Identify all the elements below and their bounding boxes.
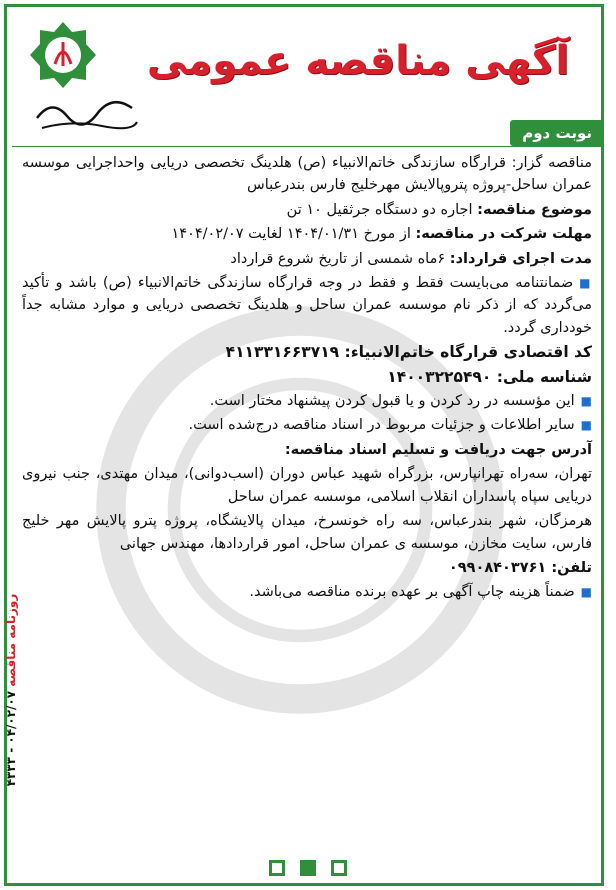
address-hormozgan: هرمزگان، شهر بندرعباس، سه راه خونسرخ، میدان پالایشگاه، پروژه پترو پالایش مهر خلیج فارس، سایت مخازن، موسسه ی عمران ساحل، امور قراردادها، مهندس جهانی <box>22 513 592 552</box>
guarantee-text: ضمانتنامه می‌بایست فقط و فقط در وجه قرارگاه سازندگی خاتم‌الانبیاء (ص) باشد و تأکید می‌گردد که از ذکر نام موسسه عمران ساحل و هلدینگ تخصصی دریایی و موارد مشابه جداً خودداری گردد. <box>22 275 592 336</box>
national-id-line <box>22 366 592 388</box>
cost-note-text: ضمناً هزینه چاپ آگهی بر عهده برنده مناقصه می‌باشد. <box>249 584 575 601</box>
subject-label: موضوع مناقصه: <box>477 201 592 218</box>
phone-line <box>22 557 592 579</box>
econ-code-label: کد اقتصادی قرارگاه خاتم‌الانبیاء: <box>344 343 592 362</box>
notice-body <box>22 152 592 606</box>
footer-decoration <box>0 860 616 880</box>
bullet-icon: ■ <box>580 418 592 433</box>
iran-emblem-icon <box>28 20 98 90</box>
econ-code-value: ۴۱۱۳۳۱۶۶۳۷۱۹ <box>225 343 340 362</box>
divider <box>12 146 604 147</box>
phone-label: تلفن: <box>551 559 592 576</box>
newspaper-brand: روزنامه مناقصه <box>4 593 18 687</box>
round-badge: نوبت دوم <box>510 120 604 146</box>
duration-value: ۶ماه شمسی از تاریخ شروع قرارداد <box>230 250 446 267</box>
square-icon <box>269 860 285 876</box>
subject-line <box>22 199 592 221</box>
square-icon <box>300 860 316 876</box>
address-title: آدرس جهت دریافت و تسلیم اسناد مناقصه: <box>284 441 592 458</box>
side-label-text <box>4 520 26 860</box>
guarantee-paragraph <box>22 272 592 339</box>
duration-label: مدت اجرای قرارداد: <box>449 250 592 267</box>
organizer-paragraph: مناقصه گزار: قرارگاه سازندگی خاتم‌الانبیاء (ص) هلدینگ تخصصی دریایی واحداجرایی موسسه عمران ساحل-پروژه پتروپالایش مهرخلیج فارس بندرعباس <box>22 155 592 194</box>
note-1 <box>22 390 592 412</box>
address-tehran: تهران، سه‌راه تهرانپارس، بزرگراه شهید عباس دوران (اسب‌دوانی)، میدان مهتدی، جنب نیروی دریایی سپاه پاسداران انقلاب اسلامی، موسسه عمران ساحل <box>22 466 592 505</box>
notice-title: آگهی مناقصه عمومی <box>146 38 570 84</box>
bullet-icon: ■ <box>580 394 592 409</box>
note-2-text: سایر اطلاعات و جزئیات مربوط در اسناد مناقصه درج‌شده است. <box>188 417 575 434</box>
deadline-line <box>22 223 592 245</box>
national-id-label: شناسه ملی: <box>496 367 592 386</box>
deadline-value: از مورخ ۱۴۰۴/۰۱/۳۱ لغایت ۱۴۰۴/۰۲/۰۷ <box>171 226 411 243</box>
note-2 <box>22 414 592 436</box>
square-icon <box>331 860 347 876</box>
issue-info: ۰۴/۰۲/۰۷ - ۴۳۳۳ <box>4 690 18 787</box>
econ-code-line <box>22 341 592 363</box>
phone-value: ۰۹۹۰۸۴۰۳۷۶۱ <box>448 559 547 576</box>
duration-line <box>22 248 592 270</box>
bullet-icon: ■ <box>580 585 592 600</box>
subject-value: اجاره دو دستگاه جرثقیل ۱۰ تن <box>286 201 473 218</box>
org-signature-logo <box>32 88 142 138</box>
bullet-icon: ■ <box>579 276 592 291</box>
deadline-label: مهلت شرکت در مناقصه: <box>415 226 592 243</box>
header <box>8 10 598 120</box>
note-1-text: این مؤسسه در رد کردن و یا قبول کردن پیشنهاد مختار است. <box>209 393 575 410</box>
national-id-value: ۱۴۰۰۳۲۲۵۴۹۰ <box>387 367 492 386</box>
newspaper-side-label <box>4 520 26 860</box>
cost-note <box>22 581 592 603</box>
